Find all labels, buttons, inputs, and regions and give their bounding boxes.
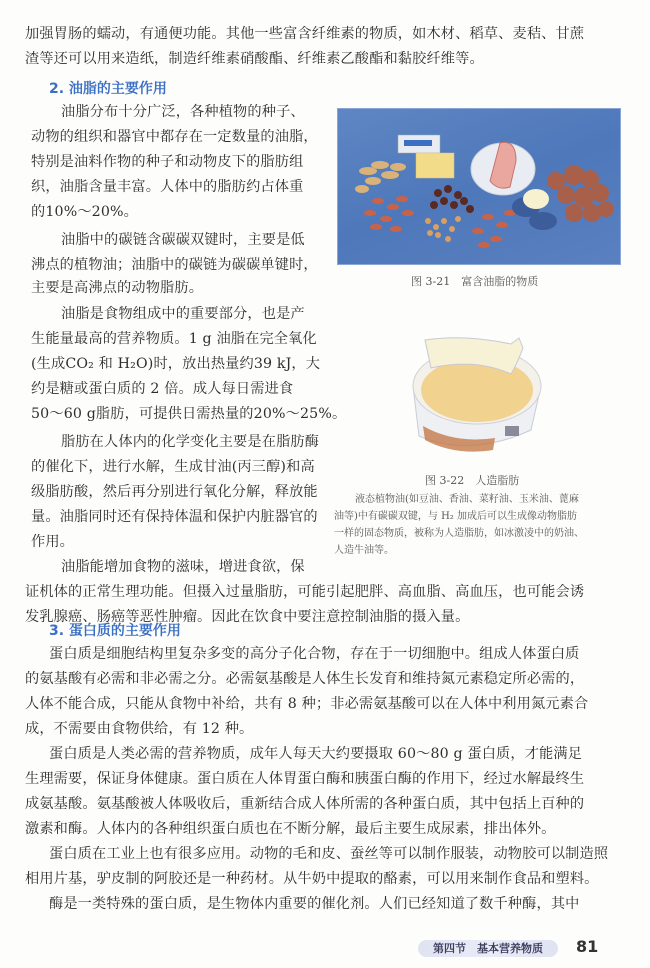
body-text-line: 织，油脂含量丰富。人体中的脂肪约占体重: [31, 179, 304, 195]
figure-3-22-note-line: 液态植物油(如豆油、香油、菜籽油、玉米油、蓖麻: [355, 494, 579, 505]
body-text-line: 沸点的植物油；油脂中的碳链为碳碳单键时，: [31, 257, 318, 273]
body-text-line: 油脂能增加食物的滋味，增进食欲，保: [61, 559, 305, 575]
body-text-line: 酶是一类特殊的蛋白质，是生物体内重要的催化剂。人们已经知道了数千种酶，其中: [49, 896, 580, 912]
body-text-line: 动物的组织和器官中都存在一定数量的油脂，: [31, 129, 318, 145]
body-text-line: 的氨基酸有必需和非必需之分。必需氨基酸是人体生长发育和维持氮元素稳定所必需的，: [25, 671, 585, 687]
figure-3-21-caption: 图 3-21 富含油脂的物质: [411, 275, 539, 288]
body-text-line: 加强胃肠的蠕动，有通便功能。其他一些富含纤维素的物质，如木材、稻草、麦秸、甘蔗: [25, 26, 585, 42]
body-text-line: 的催化下，进行水解，生成甘油(丙三醇)和高: [31, 459, 315, 475]
body-text-line: 油脂分布十分广泛，各种植物的种子、: [61, 104, 305, 120]
page-number: 81: [576, 937, 599, 956]
figure-3-21-image: [337, 108, 621, 265]
body-text-line: 级脂肪酸，然后再分别进行氧化分解，释放能: [31, 484, 318, 500]
figure-3-22-note-line: 人造牛油等。: [334, 545, 394, 556]
body-text-line: 主要是高沸点的动物脂肪。: [31, 280, 204, 296]
figure-3-22-note-line: 油等)中有碳碳双键，与 H₂ 加成后可以生成像动物脂肪: [334, 511, 577, 522]
body-text-line: 成氨基酸。氨基酸被人体吸收后，重新结合成人体所需的各种蛋白质，其中包括上百种的: [25, 796, 585, 812]
body-text-line: 激素和酶。人体内的各种组织蛋白质也在不断分解，最后主要生成尿素，排出体外。: [25, 821, 556, 837]
body-text-line: 蛋白质是人类必需的营养物质，成年人每天大约要摄取 60～80 g 蛋白质，才能满足: [49, 746, 583, 762]
body-text-line: 脂肪在人体内的化学变化主要是在脂肪酶: [61, 434, 320, 450]
body-text-line: 特别是油料作物的种子和动物皮下的脂肪组: [31, 154, 304, 170]
body-text-line: 成，不需要由食物供给，有 12 种。: [25, 721, 254, 737]
body-text-line: 的10%～20%。: [31, 204, 138, 220]
body-text-line: 50～60 g脂肪，可提供日需热量的20%～25%。: [31, 406, 347, 422]
section-label-pill: 第四节 基本营养物质: [418, 940, 558, 957]
body-text-line: 油脂是食物组成中的重要部分，也是产: [61, 306, 305, 322]
body-text-line: 证机体的正常生理功能。但摄入过量脂肪，可能引起肥胖、高血脂、高血压，也可能会诱: [25, 584, 585, 600]
body-text-line: 蛋白质是细胞结构里复杂多变的高分子化合物，存在于一切细胞中。组成人体蛋白质: [49, 646, 580, 662]
body-text-line: 蛋白质在工业上也有很多应用。动物的毛和皮、蚕丝等可以制作服装，动物胶可以制造照: [49, 846, 609, 862]
body-text-line: 人体不能合成，只能从食物中补给，共有 8 种；非必需氨基酸可以在人体中利用氮元素合: [25, 696, 589, 712]
body-text-line: 渣等还可以用来造纸，制造纤维素硝酸酯、纤维素乙酸酯和黏胶纤维等。: [25, 51, 484, 67]
body-text-line: 生理需要，保证身体健康。蛋白质在人体胃蛋白酶和胰蛋白酶的作用下，经过水解最终生: [25, 771, 585, 787]
body-text-line: 油脂中的碳链含碳碳双键时，主要是低: [61, 232, 305, 248]
body-text-line: (生成CO₂ 和 H₂O)时，放出热量约39 kJ，大: [31, 356, 321, 372]
body-text-line: 作用。: [31, 534, 75, 550]
body-text-line: 量。油脂同时还有保持体温和保护内脏器官的: [31, 509, 318, 525]
figure-3-22-caption: 图 3-22 人造脂肪: [425, 474, 520, 487]
figure-3-22-note-line: 一样的固态物质，被称为人造脂肪，如冰激凌中的奶油、: [334, 528, 584, 539]
figure-3-22-image: [395, 318, 545, 458]
body-text-line: 约是糖或蛋白质的 2 倍。成人每日需进食: [31, 381, 294, 397]
section-heading: 3. 蛋白质的主要作用: [49, 623, 181, 639]
body-text-line: 生能量最高的营养物质。1 g 油脂在完全氧化: [31, 331, 317, 347]
body-text-line: 发乳腺癌、肠癌等恶性肿瘤。因此在饮食中要注意控制油脂的摄入量。: [25, 609, 470, 625]
oil-rich-foods-illustration: [338, 109, 620, 264]
section-heading: 2. 油脂的主要作用: [49, 81, 167, 97]
margarine-tub-illustration: [395, 318, 545, 458]
body-text-line: 相用片基，驴皮制的阿胶还是一种药材。从牛奶中提取的酪素，可以用来制作食品和塑料。: [25, 871, 599, 887]
